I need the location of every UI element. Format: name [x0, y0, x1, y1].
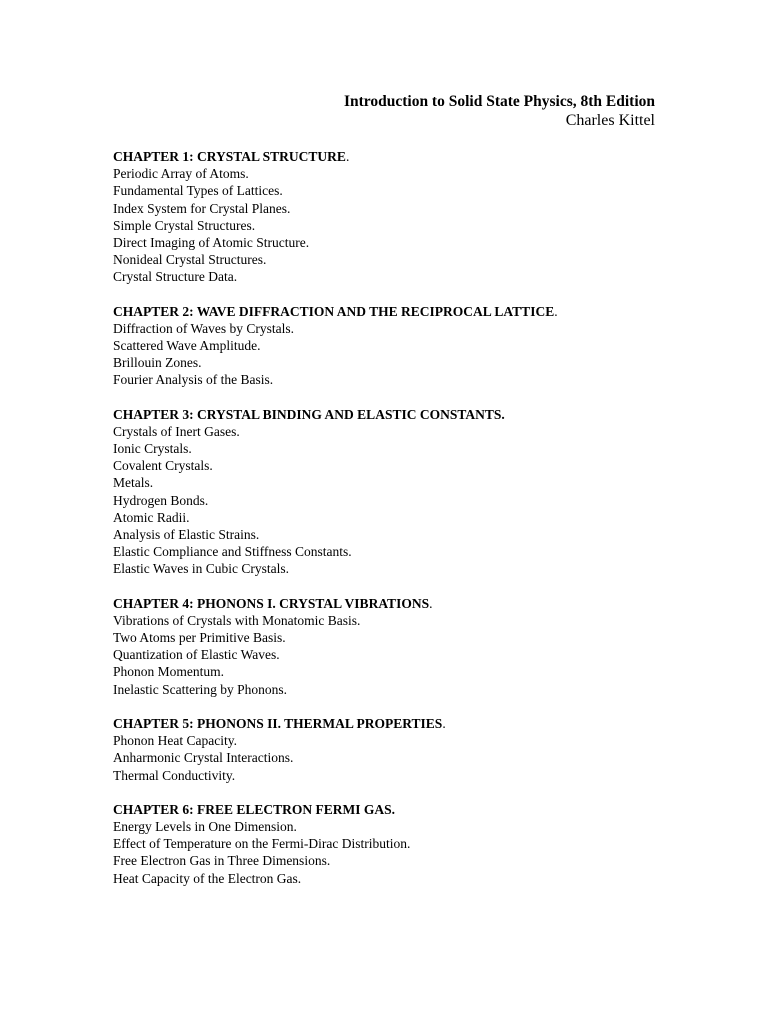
section-item: Nonideal Crystal Structures.	[113, 252, 267, 268]
section-item: Fourier Analysis of the Basis.	[113, 372, 274, 388]
section-item: Hydrogen Bonds.	[113, 492, 209, 508]
chapter-2	[113, 303, 673, 389]
chapter-title: CHAPTER 2: WAVE DIFFRACTION AND THE RECIPROCAL LATTICE	[113, 303, 555, 319]
section-item: Elastic Waves in Cubic Crystals.	[113, 561, 290, 577]
section-item: Two Atoms per Primitive Basis.	[113, 630, 286, 646]
section-item: Energy Levels in One Dimension.	[113, 818, 297, 834]
section-item: Index System for Crystal Planes.	[113, 200, 291, 216]
section-item: Phonon Heat Capacity.	[113, 733, 237, 749]
chapter-5	[113, 715, 673, 784]
section-item: Metals.	[113, 475, 154, 491]
chapter-title: CHAPTER 5: PHONONS II. THERMAL PROPERTIES	[113, 715, 443, 731]
section-item: Diffraction of Waves by Crystals.	[113, 320, 295, 336]
chapter-6	[113, 801, 673, 887]
chapter-title: CHAPTER 4: PHONONS I. CRYSTAL VIBRATIONS	[113, 595, 430, 611]
chapter-title: CHAPTER 3: CRYSTAL BINDING AND ELASTIC CONSTANTS.	[113, 406, 505, 422]
section-item: Heat Capacity of the Electron Gas.	[113, 870, 302, 886]
chapter-1	[113, 148, 673, 286]
chapter-4	[113, 595, 673, 698]
section-item: Crystal Structure Data.	[113, 269, 238, 285]
chapter-trailing: .	[554, 303, 558, 319]
chapter-title: CHAPTER 1: CRYSTAL STRUCTURE	[113, 149, 346, 164]
section-item: Vibrations of Crystals with Monatomic Basis.	[113, 612, 361, 628]
chapter-heading	[113, 801, 673, 818]
section-item: Phonon Momentum.	[113, 664, 225, 680]
section-item: Covalent Crystals.	[113, 458, 213, 474]
section-item: Effect of Temperature on the Fermi-Dirac Distribution.	[113, 836, 411, 852]
chapter-heading	[113, 148, 673, 165]
section-item: Free Electron Gas in Three Dimensions.	[113, 853, 331, 869]
section-item: Simple Crystal Structures.	[113, 217, 256, 233]
document-header	[344, 92, 655, 131]
section-item: Analysis of Elastic Strains.	[113, 527, 260, 543]
section-item: Direct Imaging of Atomic Structure.	[113, 235, 310, 251]
chapter-3	[113, 406, 673, 578]
section-item: Atomic Radii.	[113, 509, 190, 525]
chapter-trailing: .	[429, 595, 433, 611]
chapter-heading	[113, 715, 673, 732]
section-item: Thermal Conductivity.	[113, 767, 236, 783]
chapter-trailing: .	[345, 149, 350, 164]
section-item: Brillouin Zones.	[113, 355, 202, 371]
chapter-heading	[113, 303, 673, 320]
chapter-heading	[113, 406, 673, 423]
section-item: Inelastic Scattering by Phonons.	[113, 681, 287, 697]
section-item: Ionic Crystals.	[113, 441, 192, 457]
book-author: Charles Kittel	[565, 112, 655, 129]
section-item: Scattered Wave Amplitude.	[113, 338, 261, 354]
section-item: Quantization of Elastic Waves.	[113, 647, 280, 663]
section-item: Fundamental Types of Lattices.	[113, 183, 283, 199]
table-of-contents	[113, 148, 673, 904]
chapter-title: CHAPTER 6: FREE ELECTRON FERMI GAS.	[113, 801, 396, 817]
section-item: Periodic Array of Atoms.	[113, 166, 249, 182]
chapter-trailing: .	[442, 715, 446, 731]
section-item: Anharmonic Crystal Interactions.	[113, 750, 294, 766]
section-item: Elastic Compliance and Stiffness Constants.	[113, 544, 352, 560]
chapter-heading	[113, 595, 673, 612]
section-item: Crystals of Inert Gases.	[113, 423, 240, 439]
book-title: Introduction to Solid State Physics, 8th Edition	[343, 93, 655, 110]
